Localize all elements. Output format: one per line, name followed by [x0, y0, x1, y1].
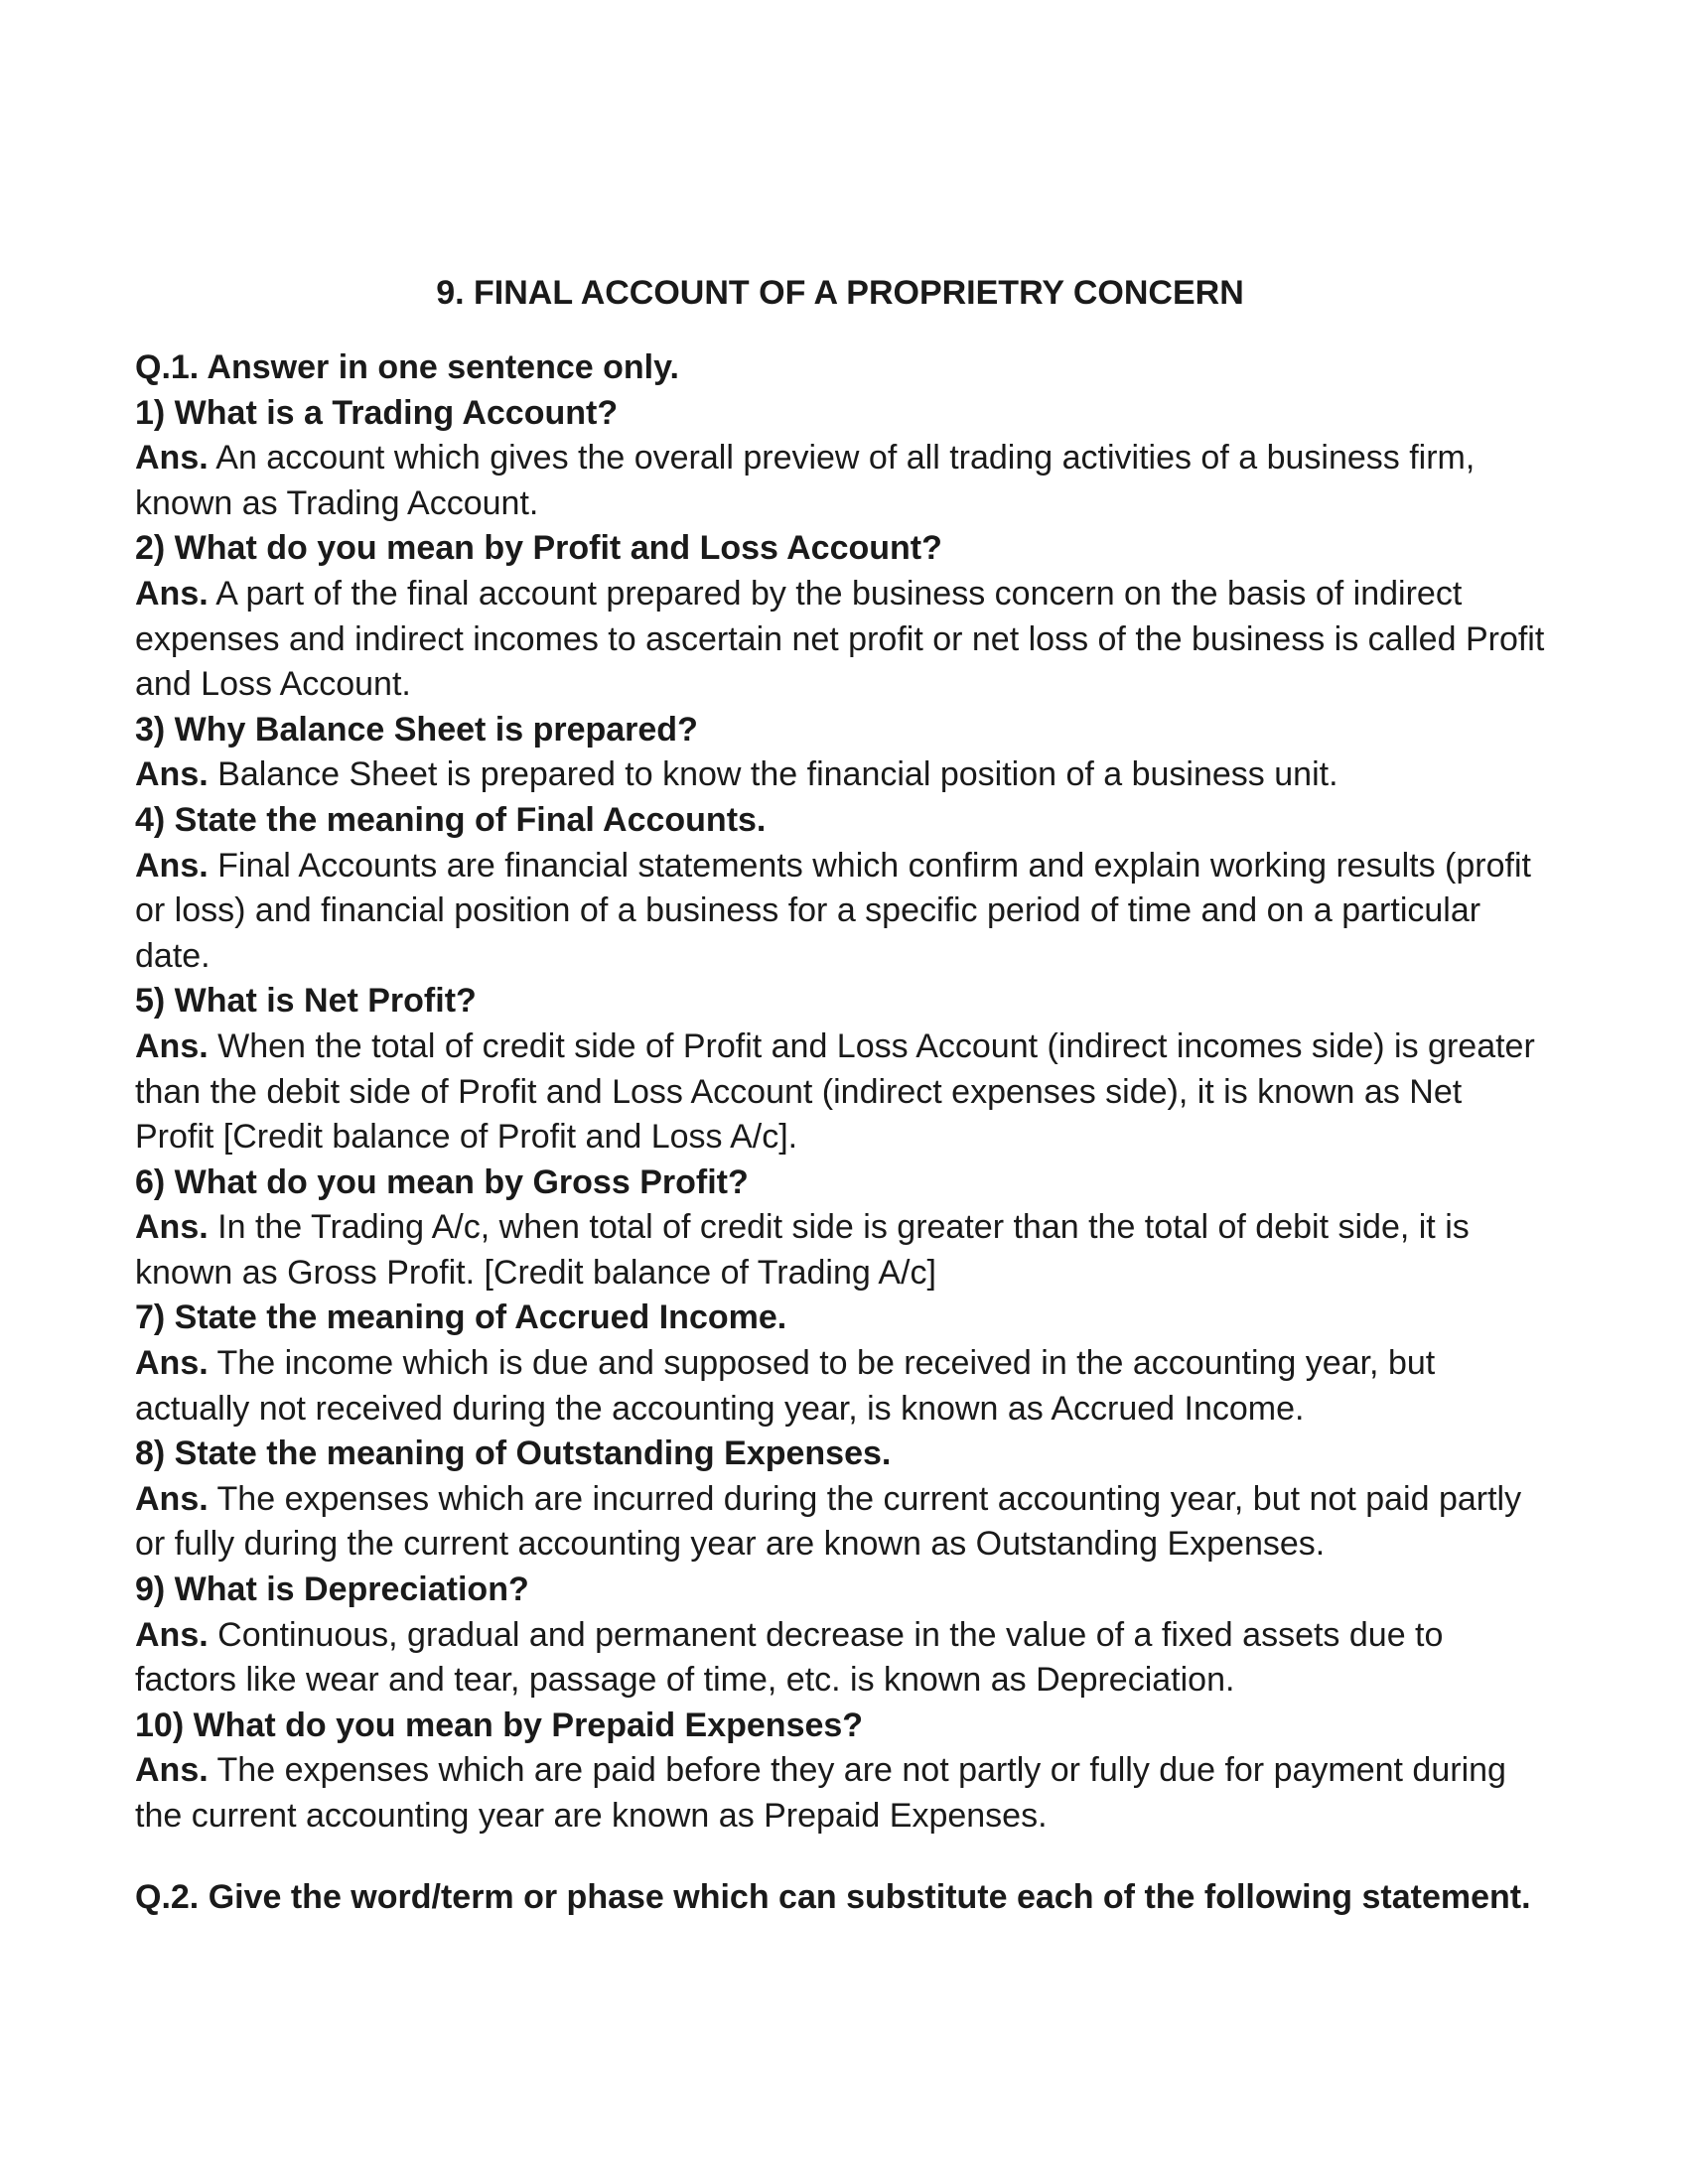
question: 9) What is Depreciation? — [135, 1570, 529, 1609]
qa-item — [135, 1568, 1545, 1704]
question: 6) What do you mean by Gross Profit? — [135, 1162, 749, 1201]
question: 8) State the meaning of Outstanding Expenses. — [135, 1434, 892, 1473]
qa-item — [135, 526, 1545, 707]
answer-text: Final Accounts are financial statements which confirm and explain working results (profit or loss) and financial position of a business for a specific period of time and on a particular date. — [135, 846, 1531, 975]
question: 1) What is a Trading Account? — [135, 393, 619, 432]
question: 7) State the meaning of Accrued Income. — [135, 1298, 787, 1337]
question: 10) What do you mean by Prepaid Expenses? — [135, 1706, 864, 1744]
answer-label: Ans. — [135, 1208, 209, 1247]
answer-label: Ans. — [135, 439, 209, 478]
answer-text: An account which gives the overall preview of all trading activities of a business firm, known as Trading Account. — [135, 439, 1476, 522]
answer — [135, 1613, 1545, 1704]
answer — [135, 1341, 1545, 1432]
section-heading-q2: Q.2. Give the word/term or phase which can substitute each of the following statement. — [135, 1877, 1531, 1916]
section-spacer — [135, 1840, 1545, 1875]
answer — [135, 1205, 1545, 1296]
question: 2) What do you mean by Profit and Loss Account? — [135, 529, 942, 568]
answer-text: Continuous, gradual and permanent decrease in the value of a fixed assets due to factors like wear and tear, passage of time, etc. is known as Depreciation. — [135, 1615, 1444, 1700]
answer-label: Ans. — [135, 755, 209, 794]
qa-item — [135, 1296, 1545, 1432]
answer-text: The expenses which are incurred during the current accounting year, but not paid partly or fully during the current accounting year are known as Outstanding Expenses. — [135, 1479, 1522, 1564]
answer — [135, 436, 1545, 526]
qa-item — [135, 391, 1545, 527]
question: 3) Why Balance Sheet is prepared? — [135, 710, 698, 749]
answer-text: When the total of credit side of Profit and Loss Account (indirect incomes side) is greater than the debit side of Profit and Loss Account (indirect expenses side), it is known as Net Profit [Credit balance of Profit and Loss A/c]. — [135, 1026, 1535, 1157]
answer — [135, 1024, 1545, 1160]
answer-label: Ans. — [135, 574, 209, 613]
qa-item — [135, 1160, 1545, 1297]
answer-text: Balance Sheet is prepared to know the financial position of a business unit. — [217, 755, 1338, 794]
qa-item — [135, 798, 1545, 979]
answer — [135, 1748, 1545, 1839]
answer — [135, 752, 1545, 798]
answer-text: A part of the final account prepared by the business concern on the basis of indirect expenses and indirect incomes to ascertain net profit or net loss of the business is called Profit and Loss Account. — [135, 574, 1545, 704]
answer-label: Ans. — [135, 1344, 209, 1383]
qa-item — [135, 1704, 1545, 1840]
question: 4) State the meaning of Final Accounts. — [135, 800, 767, 839]
answer-text: In the Trading A/c, when total of credit side is greater than the total of debit side, it is known as Gross Profit. [Credit balance of Trading A/c] — [135, 1208, 1470, 1292]
answer-label: Ans. — [135, 1479, 209, 1518]
answer-text: The expenses which are paid before they are not partly or fully due for payment during the current accounting year are known as Prepaid Expenses. — [135, 1751, 1506, 1835]
answer — [135, 572, 1545, 708]
answer — [135, 1477, 1545, 1568]
qa-item — [135, 708, 1545, 798]
answer-label: Ans. — [135, 1751, 209, 1790]
question: 5) What is Net Profit? — [135, 982, 477, 1021]
page-title: 9. FINAL ACCOUNT OF A PROPRIETRY CONCERN — [436, 274, 1244, 312]
qa-item — [135, 979, 1545, 1160]
document-page — [135, 266, 1545, 1920]
answer-label: Ans. — [135, 1026, 209, 1065]
answer-label: Ans. — [135, 1615, 209, 1654]
answer-label: Ans. — [135, 846, 209, 885]
answer — [135, 844, 1545, 980]
qa-item — [135, 1432, 1545, 1568]
answer-text: The income which is due and supposed to be received in the accounting year, but actually not received during the accounting year, is known as Accrued Income. — [135, 1344, 1436, 1428]
section-heading-q1: Q.1. Answer in one sentence only. — [135, 348, 679, 386]
